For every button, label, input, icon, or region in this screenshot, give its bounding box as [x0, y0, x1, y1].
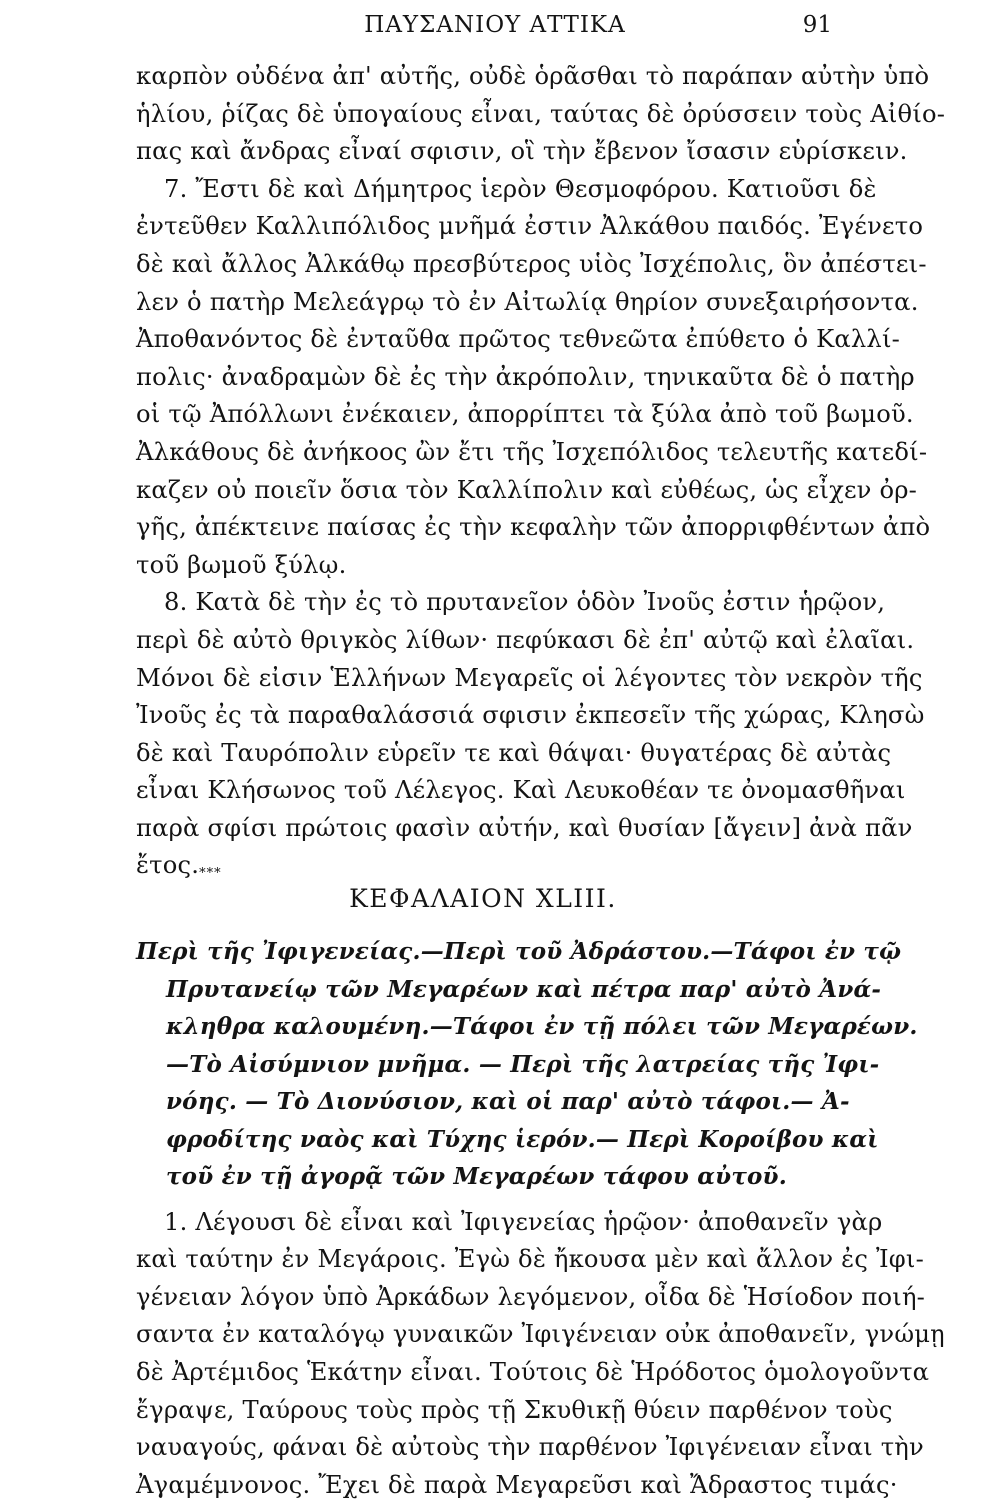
text-line: Ἀγαμέμνονος. Ἔχει δὲ παρὰ Μεγαρεῦσι καὶ Ἄδραστος τιμάς·	[136, 1470, 898, 1499]
text-line: ναυαγούς, φάναι δὲ αὐτοὺς τὴν παρθένον Ἰφιγένειαν εἶναι τὴν	[136, 1433, 924, 1462]
text-line: παρὰ σφίσι πρώτοις φασὶν αὐτήν, καὶ θυσίαν [ἄγειν] ἀνὰ πᾶν	[136, 813, 913, 842]
body-text	[136, 58, 946, 1504]
chapter-heading: ΚΕΦΑΛΑΙΟΝ XLIII.	[349, 884, 617, 914]
text-line: πας καὶ ἄνδρας εἶναί σφισιν, οἳ τὴν ἔβενον ἴσασιν εὑρίσκειν.	[136, 137, 908, 166]
chapter-summary	[136, 933, 918, 1196]
paragraph-continuation	[136, 58, 946, 171]
text-line: 7. Ἔστι δὲ καὶ Δήμητρος ἱερὸν Θεσμοφόρου. Κατιοῦσι δὲ	[164, 174, 877, 203]
page-number: 91	[802, 12, 832, 38]
summary-line: Περὶ τῆς Ἰφιγενείας.—Περὶ τοῦ Ἀδράστου.—Τάφοι ἐν τῷ	[136, 938, 902, 966]
text-line: λεν ὁ πατὴρ Μελεάγρῳ τὸ ἐν Αἰτωλίᾳ θηρίον συνεξαιρήσοντα.	[136, 287, 919, 316]
text-line: δὲ καὶ Ταυρόπολιν εὑρεῖν τε καὶ θάψαι· θυγατέρας δὲ αὐτὰς	[136, 738, 892, 767]
summary-line: κληθρα καλουμένη.—Τάφοι ἐν τῇ πόλει τῶν Μεγαρέων.	[166, 1013, 918, 1041]
section-7	[136, 171, 931, 585]
text-line: ἡλίου, ῥίζας δὲ ὑπογαίους εἶναι, ταύτας δὲ ὀρύσσειν τοὺς Αἰθίο-	[136, 99, 946, 128]
text-line: γῆς, ἀπέκτεινε παίσας ἐς τὴν κεφαλὴν τῶν ἀπορριφθέντων ἀπὸ	[136, 513, 931, 542]
text-line: Ἀποθανόντος δὲ ἐνταῦθα πρῶτος τεθνεῶτα ἐπύθετο ὁ Καλλί-	[136, 325, 901, 354]
running-head	[0, 8, 984, 48]
text-line: εἶναι Κλήσωνος τοῦ Λέλεγος. Καὶ Λευκοθέαν τε ὀνομασθῆναι	[136, 776, 906, 805]
text-line: ἐντεῦθεν Καλλιπόλιδος μνῆμά ἐστιν Ἀλκάθου παιδός. Ἐγένετο	[136, 212, 924, 241]
text-line: καὶ ταύτην ἐν Μεγάροις. Ἐγὼ δὲ ἤκουσα μὲν καὶ ἄλλον ἐς Ἰφι-	[136, 1245, 924, 1274]
summary-line: τοῦ ἐν τῇ ἀγορᾷ τῶν Μεγαρέων τάφου αὐτοῦ.	[166, 1163, 787, 1191]
section-8	[136, 584, 925, 885]
text-line: Μόνοι δὲ εἰσιν Ἑλλήνων Μεγαρεῖς οἱ λέγοντες τὸν νεκρὸν τῆς	[136, 663, 923, 692]
text-line: πολις· ἀναδραμὼν δὲ ἐς τὴν ἀκρόπολιν, τηνικαῦτα δὲ ὁ πατὴρ	[136, 362, 915, 391]
summary-line: φροδίτης ναὸς καὶ Τύχης ἱερόν.— Περὶ Κοροίβου καὶ	[166, 1125, 879, 1153]
text-line: ἔγραψε, Ταύρους τοὺς πρὸς τῇ Σκυθικῇ θύειν παρθένον τοὺς	[136, 1395, 893, 1424]
text-line: δὲ καὶ ἄλλος Ἀλκάθῳ πρεσβύτερος υἱὸς Ἰσχέπολις, ὃν ἀπέστει-	[136, 249, 927, 278]
running-title: ΠΑΥΣΑΝΙΟΥ ΑΤΤΙΚΑ	[364, 12, 626, 38]
text-line: καρπὸν οὐδένα ἀπ' αὐτῆς, οὐδὲ ὁρᾶσθαι τὸ παράπαν αὐτὴν ὑπὸ	[136, 62, 930, 90]
text-line: καζεν οὐ ποιεῖν ὅσια τὸν Καλλίπολιν καὶ εὐθέως, ὡς εἶχεν ὀρ-	[136, 475, 918, 504]
section-8-last-word: ἔτος.	[136, 851, 200, 880]
text-line: Ἀλκάθους δὲ ἀνήκοος ὢν ἔτι τῆς Ἰσχεπόλιδος τελευτῆς κατεδί-	[136, 437, 928, 466]
section-1	[136, 1204, 945, 1504]
text-line: περὶ δὲ αὐτὸ θριγκὸς λίθων· πεφύκασι δὲ ἐπ' αὐτῷ καὶ ἐλαῖαι.	[136, 625, 915, 654]
text-line: δὲ Ἀρτέμιδος Ἑκάτην εἶναι. Τούτοις δὲ Ἡρόδοτος ὁμολογοῦντα	[136, 1357, 930, 1386]
text-line: Ἰνοῦς ἐς τὰ παραθαλάσσιά σφισιν ἐκπεσεῖν τῆς χώρας, Κλησὼ	[136, 701, 925, 730]
text-line: 8. Κατὰ δὲ τὴν ἐς τὸ πρυτανεῖον ὁδὸν Ἰνοῦς ἐστιν ἡρῷον,	[164, 588, 886, 617]
text-line: γένειαν λόγον ὑπὸ Ἀρκάδων λεγόμενον, οἶδα δὲ Ἡσίοδον ποιή-	[136, 1282, 926, 1311]
summary-line: —Τὸ Αἰσύμνιον μνῆμα. — Περὶ τῆς λατρείας τῆς Ἰφι-	[166, 1050, 880, 1078]
text-line: τοῦ βωμοῦ ξύλῳ.	[136, 550, 347, 579]
text-line: οἱ τῷ Ἀπόλλωνι ἐνέκαιεν, ἀπορρίπτει τὰ ξύλα ἀπὸ τοῦ βωμοῦ.	[136, 400, 914, 429]
summary-line: νόης. — Τὸ Διονύσιον, καὶ οἱ παρ' αὐτὸ τάφοι.— Ἀ-	[166, 1088, 850, 1116]
lacuna-marker: ***	[199, 866, 222, 882]
text-line: 1. Λέγουσι δὲ εἶναι καὶ Ἰφιγενείας ἡρῷον· ἀποθανεῖν γὰρ	[164, 1207, 883, 1236]
text-line: σαντα ἐν καταλόγῳ γυναικῶν Ἰφιγένειαν οὐκ ἀποθανεῖν, γνώμῃ	[136, 1320, 945, 1349]
summary-line: Πρυτανείῳ τῶν Μεγαρέων καὶ πέτρα παρ' αὐτὸ Ἀνά-	[166, 975, 882, 1003]
